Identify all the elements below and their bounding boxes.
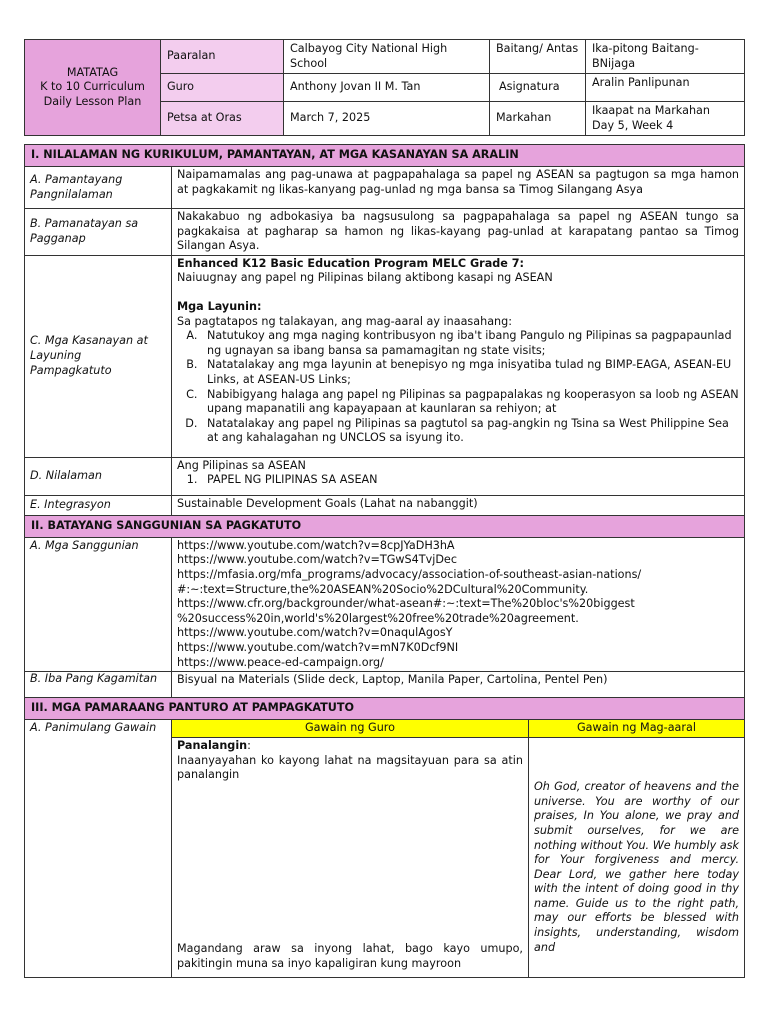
kagamitan-text: Bisyual na Materials (Slide deck, Laptop, Manila Paper, Cartolina, Pentel Pen)	[172, 672, 745, 698]
reference-link[interactable]: https://www.cfr.org/backgrounder/what-asean#:~:text=The%20bloc's%20biggest	[177, 597, 635, 611]
panimulang-label: A. Panimulang Gawain	[25, 720, 172, 978]
pamantayang-text: Naipamamalas ang pag-unawa at pagpapahalaga sa papel ng ASEAN sa pagtugon sa mga hamon at pagkakamit ng likas-kanyang pag-unlad ng mga bansa sa Timog Silangang Asya	[172, 167, 745, 209]
school-value: Calbayog City National High School	[284, 40, 490, 74]
col-student-header: Gawain ng Mag-aaral	[529, 720, 745, 738]
teacher-value: Anthony Jovan II M. Tan	[284, 74, 490, 102]
col-teacher-header: Gawain ng Guro	[172, 720, 529, 738]
reference-link[interactable]: https://www.youtube.com/watch?v=8cpJYaDH3hA	[177, 538, 455, 552]
reference-link[interactable]: https://www.youtube.com/watch?v=mN7K0Dcf9NI	[177, 640, 459, 654]
pagganap-label: B. Pamanatayan sa Pagganap	[25, 209, 172, 256]
subject-value: Aralin Panlipunan	[586, 74, 745, 102]
header-table	[24, 39, 745, 136]
layunin-item: C. Nabibigyang halaga ang papel ng Pilipinas sa pagpapalakas ng kooperasyon sa loob ng ASEAN upang mapanatili ang kapayapaan at kaunlaran sa rehiyon; at	[201, 388, 739, 417]
integrasyon-label: E. Integrasyon	[25, 495, 172, 515]
plan-title	[25, 40, 161, 136]
reference-link[interactable]: %20success%20in,world's%20largest%20free%20trade%20agreement.	[177, 611, 579, 625]
prayer-invite: Inaanyayahan ko kayong lahat na magsitayuan para sa atin panalangin	[177, 753, 523, 782]
reference-link[interactable]: https://www.youtube.com/watch?v=TGwS4TvjDec	[177, 553, 457, 567]
nilalaman-text: Ang Pilipinas sa ASEAN	[177, 458, 306, 472]
section2-title: II. BATAYANG SANGGUNIAN SA PAGKATUTO	[25, 515, 745, 537]
date-label: Petsa at Oras	[161, 102, 284, 136]
plan-title-line1: MATATAG	[66, 65, 119, 79]
kasanayan-content	[172, 255, 745, 457]
kagamitan-label: B. Iba Pang Kagamitan	[25, 672, 172, 698]
layunin-heading: Mga Layunin:	[177, 299, 262, 313]
layunin-item: B. Natatalakay ang mga layunin at benepisyo ng mga inisyatiba tulad ng BIMP-EAGA, ASEAN-EU Links, at ASEAN-US Links;	[201, 358, 739, 387]
grade-label: Baitang/ Antas	[490, 40, 586, 74]
melc-text: Naiuugnay ang papel ng Pilipinas bilang aktibong kasapi ng ASEAN	[177, 271, 553, 285]
quarter-label: Markahan	[490, 102, 586, 136]
plan-title-line3: Daily Lesson Plan	[43, 94, 142, 108]
melc-heading: Enhanced K12 Basic Education Program MELC Grade 7:	[177, 256, 524, 270]
kasanayan-label: C. Mga Kasanayan at Layuning Pampagkatuto	[25, 255, 172, 457]
lesson-table	[24, 144, 745, 978]
prayer-colon: :	[247, 739, 251, 753]
quarter-value	[586, 102, 745, 136]
nilalaman-item: 1. PAPEL NG PILIPINAS SA ASEAN	[201, 473, 739, 488]
teacher-activity	[172, 738, 529, 978]
integrasyon-text: Sustainable Development Goals (Lahat na nabanggit)	[172, 495, 745, 515]
layunin-item: A. Natutukoy ang mga naging kontribusyon ng iba't ibang Pangulo ng Pilipinas sa pagpapaunlad ng ugnayan sa ibang bansa sa pamamagitan ng state visits;	[201, 329, 739, 358]
date-value: March 7, 2025	[284, 102, 490, 136]
reference-link[interactable]: https://mfasia.org/mfa_programs/advocacy/association-of-southeast-asian-nations/	[177, 567, 642, 581]
teacher-label: Guro	[161, 74, 284, 102]
layunin-intro: Sa pagtatapos ng talakayan, ang mag-aaral ay inaasahang:	[177, 314, 513, 328]
quarter-value-line2: Day 5, Week 4	[592, 118, 674, 132]
prayer-text: Oh God, creator of heavens and the universe. You are worthy of our praises, In You alone, we pray and submit ourselves, for we are nothing without You. We humbly ask for Your forgiveness and mercy. Dear Lord, we gather here today with the intent of doing good in thy name. Guide us to the right path, may our efforts be blessed with insights, understanding, wisdom and	[534, 780, 740, 954]
reference-link[interactable]: #:~:text=Structure,the%20ASEAN%20Socio%2DCultural%20Community.	[177, 582, 589, 596]
plan-title-line2: K to 10 Curriculum	[40, 80, 145, 94]
subject-label: Asignatura	[490, 74, 586, 102]
nilalaman-content	[172, 457, 745, 495]
nilalaman-label: D. Nilalaman	[25, 457, 172, 495]
layunin-item: D. Natatalakay ang papel ng Pilipinas sa pagtutol sa pag-angkin ng Tsina sa West Philippine Sea at ang kahalagahan ng UNCLOS sa isyung ito.	[201, 417, 739, 446]
greeting-text: Magandang araw sa inyong lahat, bago kayo umupo, pakitingin muna sa inyo kapaligiran kung mayroon	[177, 942, 523, 970]
reference-link[interactable]: https://www.peace-ed-campaign.org/	[177, 655, 384, 669]
sanggunian-links	[172, 537, 745, 671]
grade-value: Ika-pitong Baitang- BNijaga	[586, 40, 745, 74]
school-label: Paaralan	[161, 40, 284, 74]
quarter-value-line1: Ikaapat na Markahan	[592, 104, 710, 118]
pagganap-text: Nakakabuo ng adbokasiya ba nagsusulong sa pagpapahalaga sa papel ng ASEAN tungo sa pagkakaisa at pagharap sa hamon ng likas-kayang pag-unlad at karapatang pantao sa Timog Silangan Asya.	[172, 209, 745, 256]
section3-title: III. MGA PAMARAANG PANTURO AT PAMPAGKATUTO	[25, 698, 745, 720]
prayer-label: Panalangin	[177, 739, 248, 753]
section1-title: I. NILALAMAN NG KURIKULUM, PAMANTAYAN, AT MGA KASANAYAN SA ARALIN	[25, 145, 745, 167]
layunin-list	[177, 329, 739, 446]
reference-link[interactable]: https://www.youtube.com/watch?v=0naqulAgosY	[177, 626, 453, 640]
pamantayang-label: A. Pamantayang Pangnilalaman	[25, 167, 172, 209]
student-activity	[529, 738, 745, 978]
sanggunian-label: A. Mga Sanggunian	[25, 537, 172, 671]
nilalaman-list	[177, 473, 739, 488]
